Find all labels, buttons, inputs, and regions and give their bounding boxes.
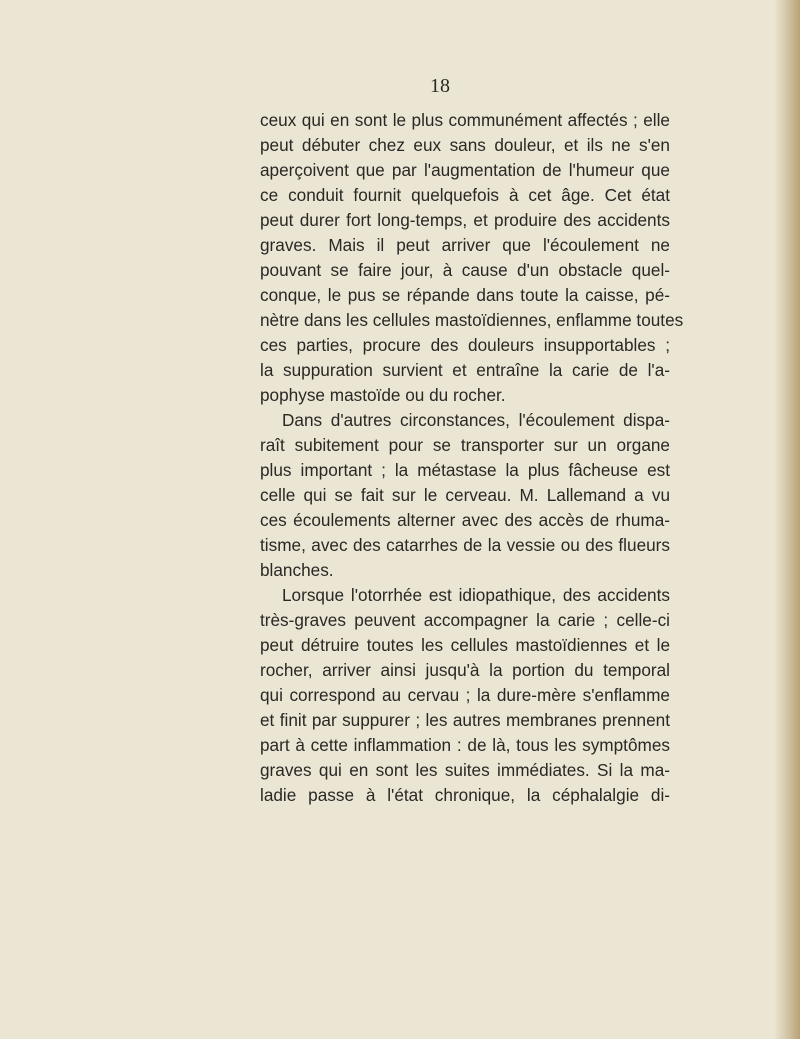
text-line: nètre dans les cellules mastoïdiennes, enflamme toutes	[260, 310, 684, 330]
text-line: peut détruire toutes les cellules mastoïdiennes et le	[260, 635, 670, 655]
text-line: très-graves peuvent accompagner la carie ; celle-ci	[260, 610, 670, 630]
text-line: ce conduit fournit quelquefois à cet âge. Cet état	[260, 185, 670, 205]
text-line: tisme, avec des catarrhes de la vessie ou des flueurs	[260, 535, 670, 555]
text-line: et finit par suppurer ; les autres membranes prennent	[260, 710, 670, 730]
text-line: pouvant se faire jour, à cause d'un obstacle quel-	[260, 260, 670, 280]
text-line: plus important ; la métastase la plus fâcheuse est	[260, 460, 670, 480]
text-line: celle qui se fait sur le cerveau. M. Lallemand a vu	[260, 485, 670, 505]
text-line: ladie passe à l'état chronique, la céphalalgie di-	[260, 785, 670, 805]
text-line: blanches.	[260, 560, 334, 580]
text-line: graves qui en sont les suites immédiates. Si la ma-	[260, 760, 670, 780]
text-line: conque, le pus se répande dans toute la caisse, pé-	[260, 285, 670, 305]
text-line: pophyse mastoïde ou du rocher.	[260, 385, 506, 405]
text-line: ces parties, procure des douleurs insupportables ;	[260, 335, 670, 355]
text-line: peut durer fort long-temps, et produire des accidents	[260, 210, 670, 230]
text-line: raît subitement pour se transporter sur un organe	[260, 435, 670, 455]
page-edge-shadow	[774, 0, 800, 1039]
page-number-text: 18	[430, 75, 450, 97]
text-line: peut débuter chez eux sans douleur, et ils ne s'en	[260, 135, 670, 155]
body-text	[260, 108, 684, 808]
text-line: rocher, arriver ainsi jusqu'à la portion du temporal	[260, 660, 670, 680]
text-line: ces écoulements alterner avec des accès de rhuma-	[260, 510, 670, 530]
text-line: qui correspond au cervau ; la dure-mère s'enflamme	[260, 685, 670, 705]
text-line: graves. Mais il peut arriver que l'écoulement ne	[260, 235, 670, 255]
text-line: Dans d'autres circonstances, l'écoulement dispa-	[282, 410, 670, 430]
text-line: la suppuration survient et entraîne la carie de l'a-	[260, 360, 670, 380]
text-line: part à cette inflammation : de là, tous les symptômes	[260, 735, 670, 755]
text-line: Lorsque l'otorrhée est idiopathique, des accidents	[282, 585, 670, 605]
text-line: ceux qui en sont le plus communément affectés ; elle	[260, 110, 670, 130]
text-line: aperçoivent que par l'augmentation de l'humeur que	[260, 160, 670, 180]
page-number	[40, 76, 800, 96]
